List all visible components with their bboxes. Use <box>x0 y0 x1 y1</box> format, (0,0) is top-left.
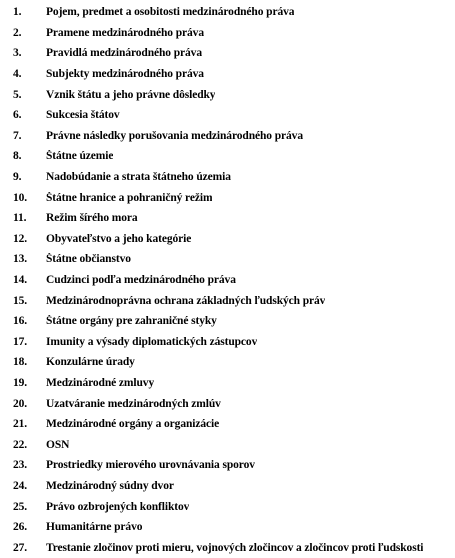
list-item <box>0 64 455 85</box>
list-item <box>0 517 455 538</box>
list-item <box>0 105 455 126</box>
item-number: 22. <box>13 438 28 451</box>
item-number: 15. <box>13 294 28 307</box>
list-item <box>0 187 455 208</box>
item-number: 19. <box>13 376 28 389</box>
list-item <box>0 2 455 23</box>
item-number: 16. <box>13 315 28 328</box>
item-text: Nadobúdanie a strata štátneho územia <box>46 171 231 184</box>
item-number: 4. <box>13 68 22 81</box>
list-item <box>0 476 455 497</box>
list-item <box>0 43 455 64</box>
item-text: Právne následky porušovania medzinárodného práva <box>46 129 303 142</box>
item-number: 2. <box>13 26 22 39</box>
item-number: 25. <box>13 500 28 513</box>
item-text: Pravidlá medzinárodného práva <box>46 47 202 60</box>
item-number: 18. <box>13 356 28 369</box>
item-number: 23. <box>13 459 28 472</box>
list-item <box>0 167 455 188</box>
item-number: 1. <box>13 6 22 19</box>
item-text: Štátne občianstvo <box>46 253 131 266</box>
item-number: 5. <box>13 88 22 101</box>
list-item <box>0 496 455 517</box>
item-number: 10. <box>13 191 28 204</box>
numbered-topic-list <box>0 2 455 558</box>
item-number: 20. <box>13 397 28 410</box>
item-text: Imunity a výsady diplomatických zástupcov <box>46 335 258 348</box>
item-text: OSN <box>46 438 70 451</box>
item-text: Režim šírého mora <box>46 212 138 225</box>
list-item <box>0 290 455 311</box>
item-number: 13. <box>13 253 28 266</box>
item-text: Pojem, predmet a osobitosti medzinárodného práva <box>46 6 295 19</box>
list-item <box>0 455 455 476</box>
item-number: 14. <box>13 274 28 287</box>
list-item <box>0 352 455 373</box>
list-item <box>0 373 455 394</box>
item-text: Cudzinci podľa medzinárodného práva <box>46 274 236 287</box>
item-text: Obyvateľstvo a jeho kategórie <box>46 232 192 245</box>
item-text: Medzinárodný súdny dvor <box>46 479 174 492</box>
item-number: 26. <box>13 521 28 534</box>
item-number: 3. <box>13 47 22 60</box>
item-number: 8. <box>13 150 22 163</box>
item-text: Konzulárne úrady <box>46 356 135 369</box>
item-text: Prostriedky mierového urovnávania sporov <box>46 459 255 472</box>
list-item <box>0 229 455 250</box>
item-number: 21. <box>13 418 28 431</box>
list-item <box>0 393 455 414</box>
item-number: 24. <box>13 479 28 492</box>
list-item <box>0 208 455 229</box>
item-text: Štátne orgány pre zahraničné styky <box>46 315 217 328</box>
item-text: Sukcesia štátov <box>46 109 120 122</box>
list-item <box>0 146 455 167</box>
list-item <box>0 414 455 435</box>
item-number: 11. <box>13 212 27 225</box>
list-item <box>0 332 455 353</box>
item-text: Právo ozbrojených konfliktov <box>46 500 190 513</box>
item-text: Štátne územie <box>46 150 114 163</box>
item-text: Trestanie zločinov proti mieru, vojnových zločincov a zločincov proti ľudskosti <box>46 541 424 554</box>
item-text: Pramene medzinárodného práva <box>46 26 204 39</box>
item-number: 27. <box>13 541 28 554</box>
list-item <box>0 537 455 558</box>
item-text: Humanitárne právo <box>46 521 143 534</box>
list-item <box>0 311 455 332</box>
list-item <box>0 84 455 105</box>
item-number: 12. <box>13 232 28 245</box>
item-number: 7. <box>13 129 22 142</box>
item-text: Vznik štátu a jeho právne dôsledky <box>46 88 216 101</box>
item-text: Medzinárodnoprávna ochrana základných ľudských práv <box>46 294 326 307</box>
item-text: Subjekty medzinárodného práva <box>46 68 204 81</box>
item-text: Medzinárodné orgány a organizácie <box>46 418 220 431</box>
item-number: 17. <box>13 335 28 348</box>
list-item <box>0 23 455 44</box>
item-text: Medzinárodné zmluvy <box>46 376 155 389</box>
list-item <box>0 434 455 455</box>
list-item <box>0 249 455 270</box>
item-number: 9. <box>13 171 22 184</box>
item-text: Uzatváranie medzinárodných zmlúv <box>46 397 221 410</box>
list-item <box>0 126 455 147</box>
list-item <box>0 270 455 291</box>
item-number: 6. <box>13 109 22 122</box>
item-text: Štátne hranice a pohraničný režim <box>46 191 213 204</box>
